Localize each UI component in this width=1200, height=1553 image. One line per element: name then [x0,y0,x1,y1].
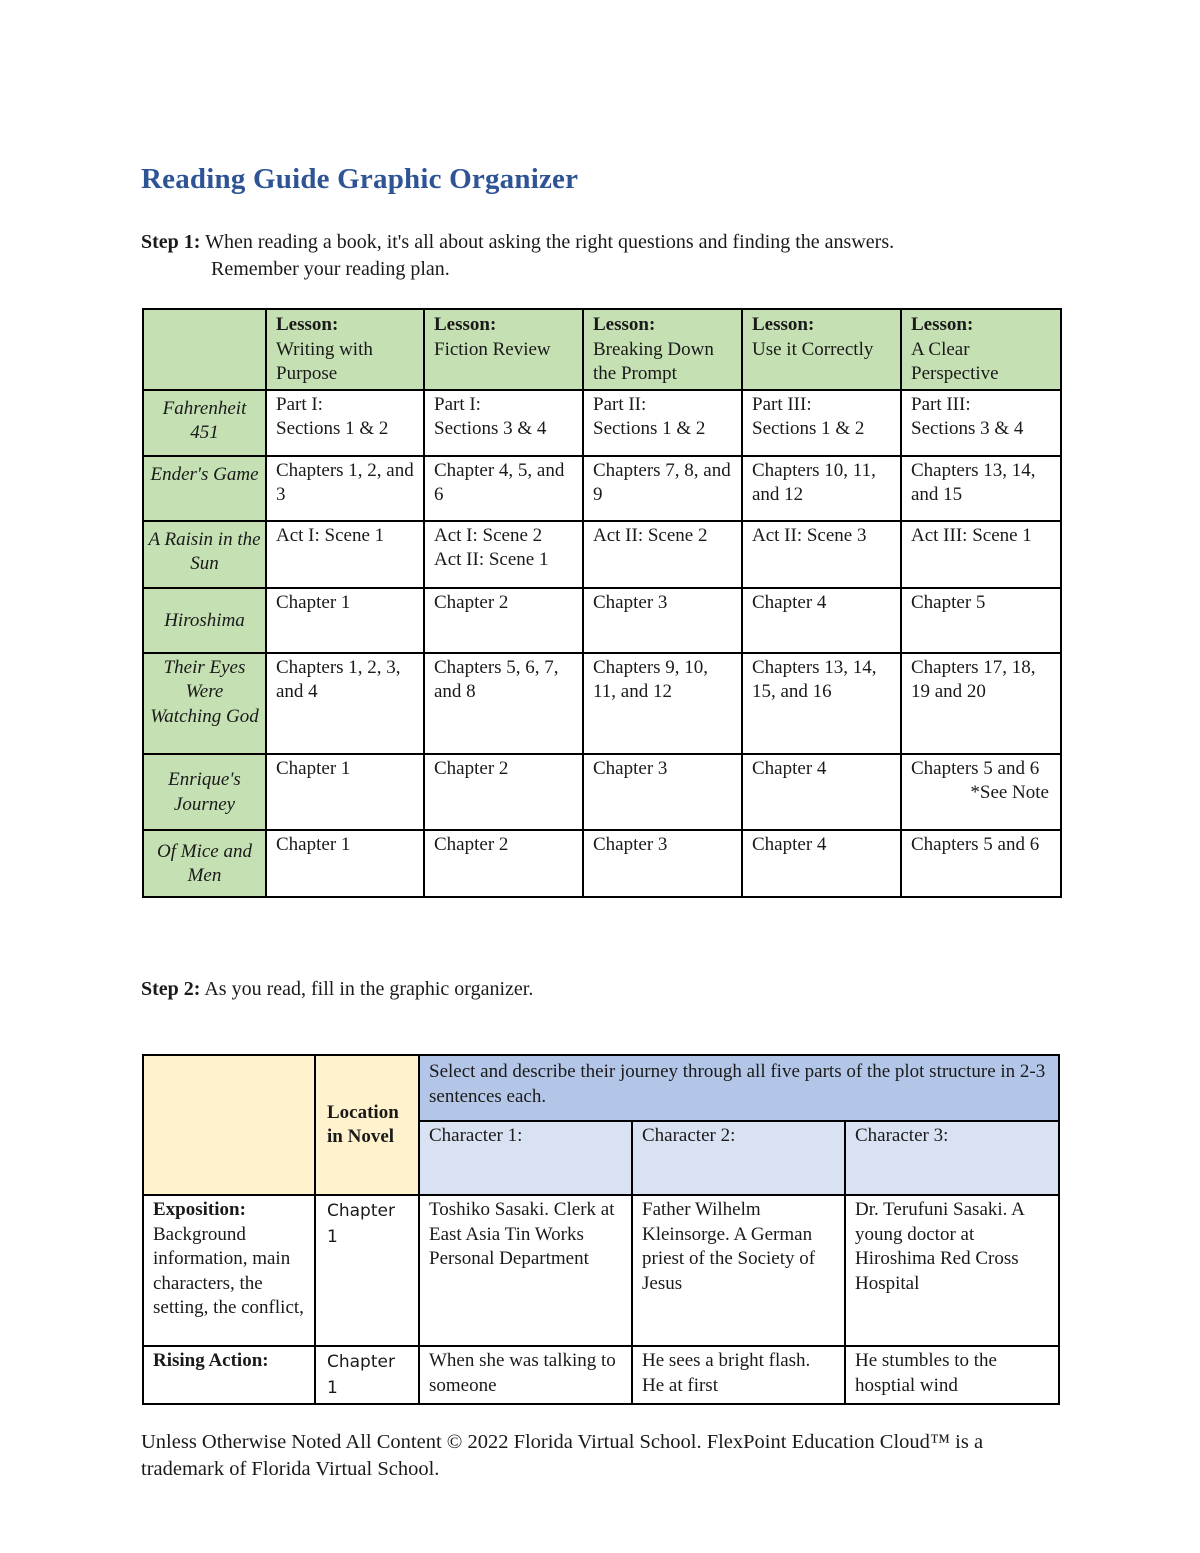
book-title: Ender's Game [143,456,266,521]
location-input[interactable]: Chapter 1 [315,1346,419,1404]
lesson-header: Lesson: Writing with Purpose [266,309,424,390]
table-row [143,588,1061,653]
assignment-cell: Chapter 1 [266,754,424,830]
assignment-cell: Chapter 4 [742,830,901,897]
reading-plan-table [142,308,1062,898]
organizer-header-row [143,1055,1059,1121]
assignment-cell: Chapters 17, 18, 19 and 20 [901,653,1061,754]
assignment-cell: Part I: Sections 3 & 4 [424,390,583,456]
step-2-label: Step 2: [141,978,201,1000]
assignment-cell: Chapter 1 [266,830,424,897]
book-title: Fahrenheit 451 [143,390,266,456]
assignment-cell: Chapters 13, 14, and 15 [901,456,1061,521]
page-title: Reading Guide Graphic Organizer [141,163,579,195]
book-title: A Raisin in the Sun [143,521,266,588]
assignment-cell: Chapter 4 [742,588,901,653]
assignment-cell: Chapters 7, 8, and 9 [583,456,742,521]
table-row [143,754,1061,830]
assignment-cell: Part III: Sections 3 & 4 [901,390,1061,456]
assignment-cell: Act II: Scene 2 [583,521,742,588]
table-row [143,390,1061,456]
assignment-cell: Chapter 5 [901,588,1061,653]
assignment-cell: Act III: Scene 1 [901,521,1061,588]
location-header: Location in Novel [315,1055,419,1195]
character-2-entry[interactable]: He sees a bright flash. He at first [632,1346,845,1404]
graphic-organizer-table [142,1054,1060,1405]
table-row [143,1346,1059,1404]
step-1-label: Step 1: [141,231,201,253]
step-1-text-2: Remember your reading plan. [211,258,450,280]
book-title: Hiroshima [143,588,266,653]
table-row [143,1195,1059,1346]
see-note: *See Note [970,782,1049,803]
lesson-header: Lesson: A Clear Perspective [901,309,1061,390]
lesson-header: Lesson: Use it Correctly [742,309,901,390]
assignment-cell: Chapters 10, 11, and 12 [742,456,901,521]
character-2-entry[interactable]: Father Wilhelm Kleinsorge. A German priest of the Society of Jesus [632,1195,845,1346]
assignment-cell: Chapter 2 [424,588,583,653]
stage-header-cell [143,1055,315,1195]
corner-cell [143,309,266,390]
assignment-cell: Chapters 13, 14, 15, and 16 [742,653,901,754]
step-2-instructions [141,976,533,1003]
character-1-entry[interactable]: When she was talking to someone [419,1346,632,1404]
assignment-cell: Chapters 9, 10, 11, and 12 [583,653,742,754]
assignment-cell: Act II: Scene 3 [742,521,901,588]
lesson-header-row [143,309,1061,390]
character-header: Character 1: [419,1121,632,1195]
assignment-text: Chapters 5 and 6 [911,757,1040,779]
assignment-cell: Chapters 1, 2, and 3 [266,456,424,521]
assignment-cell: Chapter 1 [266,588,424,653]
table-row [143,653,1061,754]
table-row [143,830,1061,897]
assignment-cell: Chapters 5 and 6 [901,830,1061,897]
plot-instructions: Select and describe their journey through all five parts of the plot structure in 2-3 sentences each. [419,1055,1059,1121]
plot-stage [143,1346,315,1404]
book-title: Enrique's Journey [143,754,266,830]
assignment-cell: Chapters 5, 6, 7, and 8 [424,653,583,754]
location-input[interactable]: Chapter 1 [315,1195,419,1346]
book-title: Of Mice and Men [143,830,266,897]
stage-label: Rising Action: [153,1350,269,1371]
assignment-cell: Part III: Sections 1 & 2 [742,390,901,456]
step-1-instructions [141,229,894,283]
table-row [143,521,1061,588]
plot-stage [143,1195,315,1346]
lesson-header: Lesson: Fiction Review [424,309,583,390]
assignment-cell: Chapter 2 [424,754,583,830]
assignment-cell: Chapter 3 [583,754,742,830]
assignment-cell: Chapter 4 [742,754,901,830]
step-2-text: As you read, fill in the graphic organizer. [204,978,534,1000]
copyright-footer: Unless Otherwise Noted All Content © 2022 Florida Virtual School. FlexPoint Education Cloud™ is a trademark of Florida Virtual School. [141,1431,984,1480]
book-title: Their Eyes Were Watching God [143,653,266,754]
step-1-text: When reading a book, it's all about asking the right questions and finding the answers. [205,231,895,253]
stage-label: Exposition: [153,1199,246,1220]
character-1-entry[interactable]: Toshiko Sasaki. Clerk at East Asia Tin Works Personal Department [419,1195,632,1346]
assignment-cell: Chapter 2 [424,830,583,897]
assignment-cell: Chapter 3 [583,830,742,897]
assignment-cell: Chapters 1, 2, 3, and 4 [266,653,424,754]
character-header: Character 3: [845,1121,1059,1195]
table-row [143,456,1061,521]
assignment-cell-with-note [901,754,1061,830]
assignment-cell: Part II: Sections 1 & 2 [583,390,742,456]
lesson-header: Lesson: Breaking Down the Prompt [583,309,742,390]
stage-description: Background information, main characters, the setting, the conflict, [153,1223,304,1318]
character-3-entry[interactable]: Dr. Terufuni Sasaki. A young doctor at Hiroshima Red Cross Hospital [845,1195,1059,1346]
character-3-entry[interactable]: He stumbles to the hosptial wind [845,1346,1059,1404]
assignment-cell: Chapter 3 [583,588,742,653]
character-header: Character 2: [632,1121,845,1195]
assignment-cell: Chapter 4, 5, and 6 [424,456,583,521]
assignment-cell: Part I: Sections 1 & 2 [266,390,424,456]
assignment-cell: Act I: Scene 1 [266,521,424,588]
assignment-cell: Act I: Scene 2 Act II: Scene 1 [424,521,583,588]
